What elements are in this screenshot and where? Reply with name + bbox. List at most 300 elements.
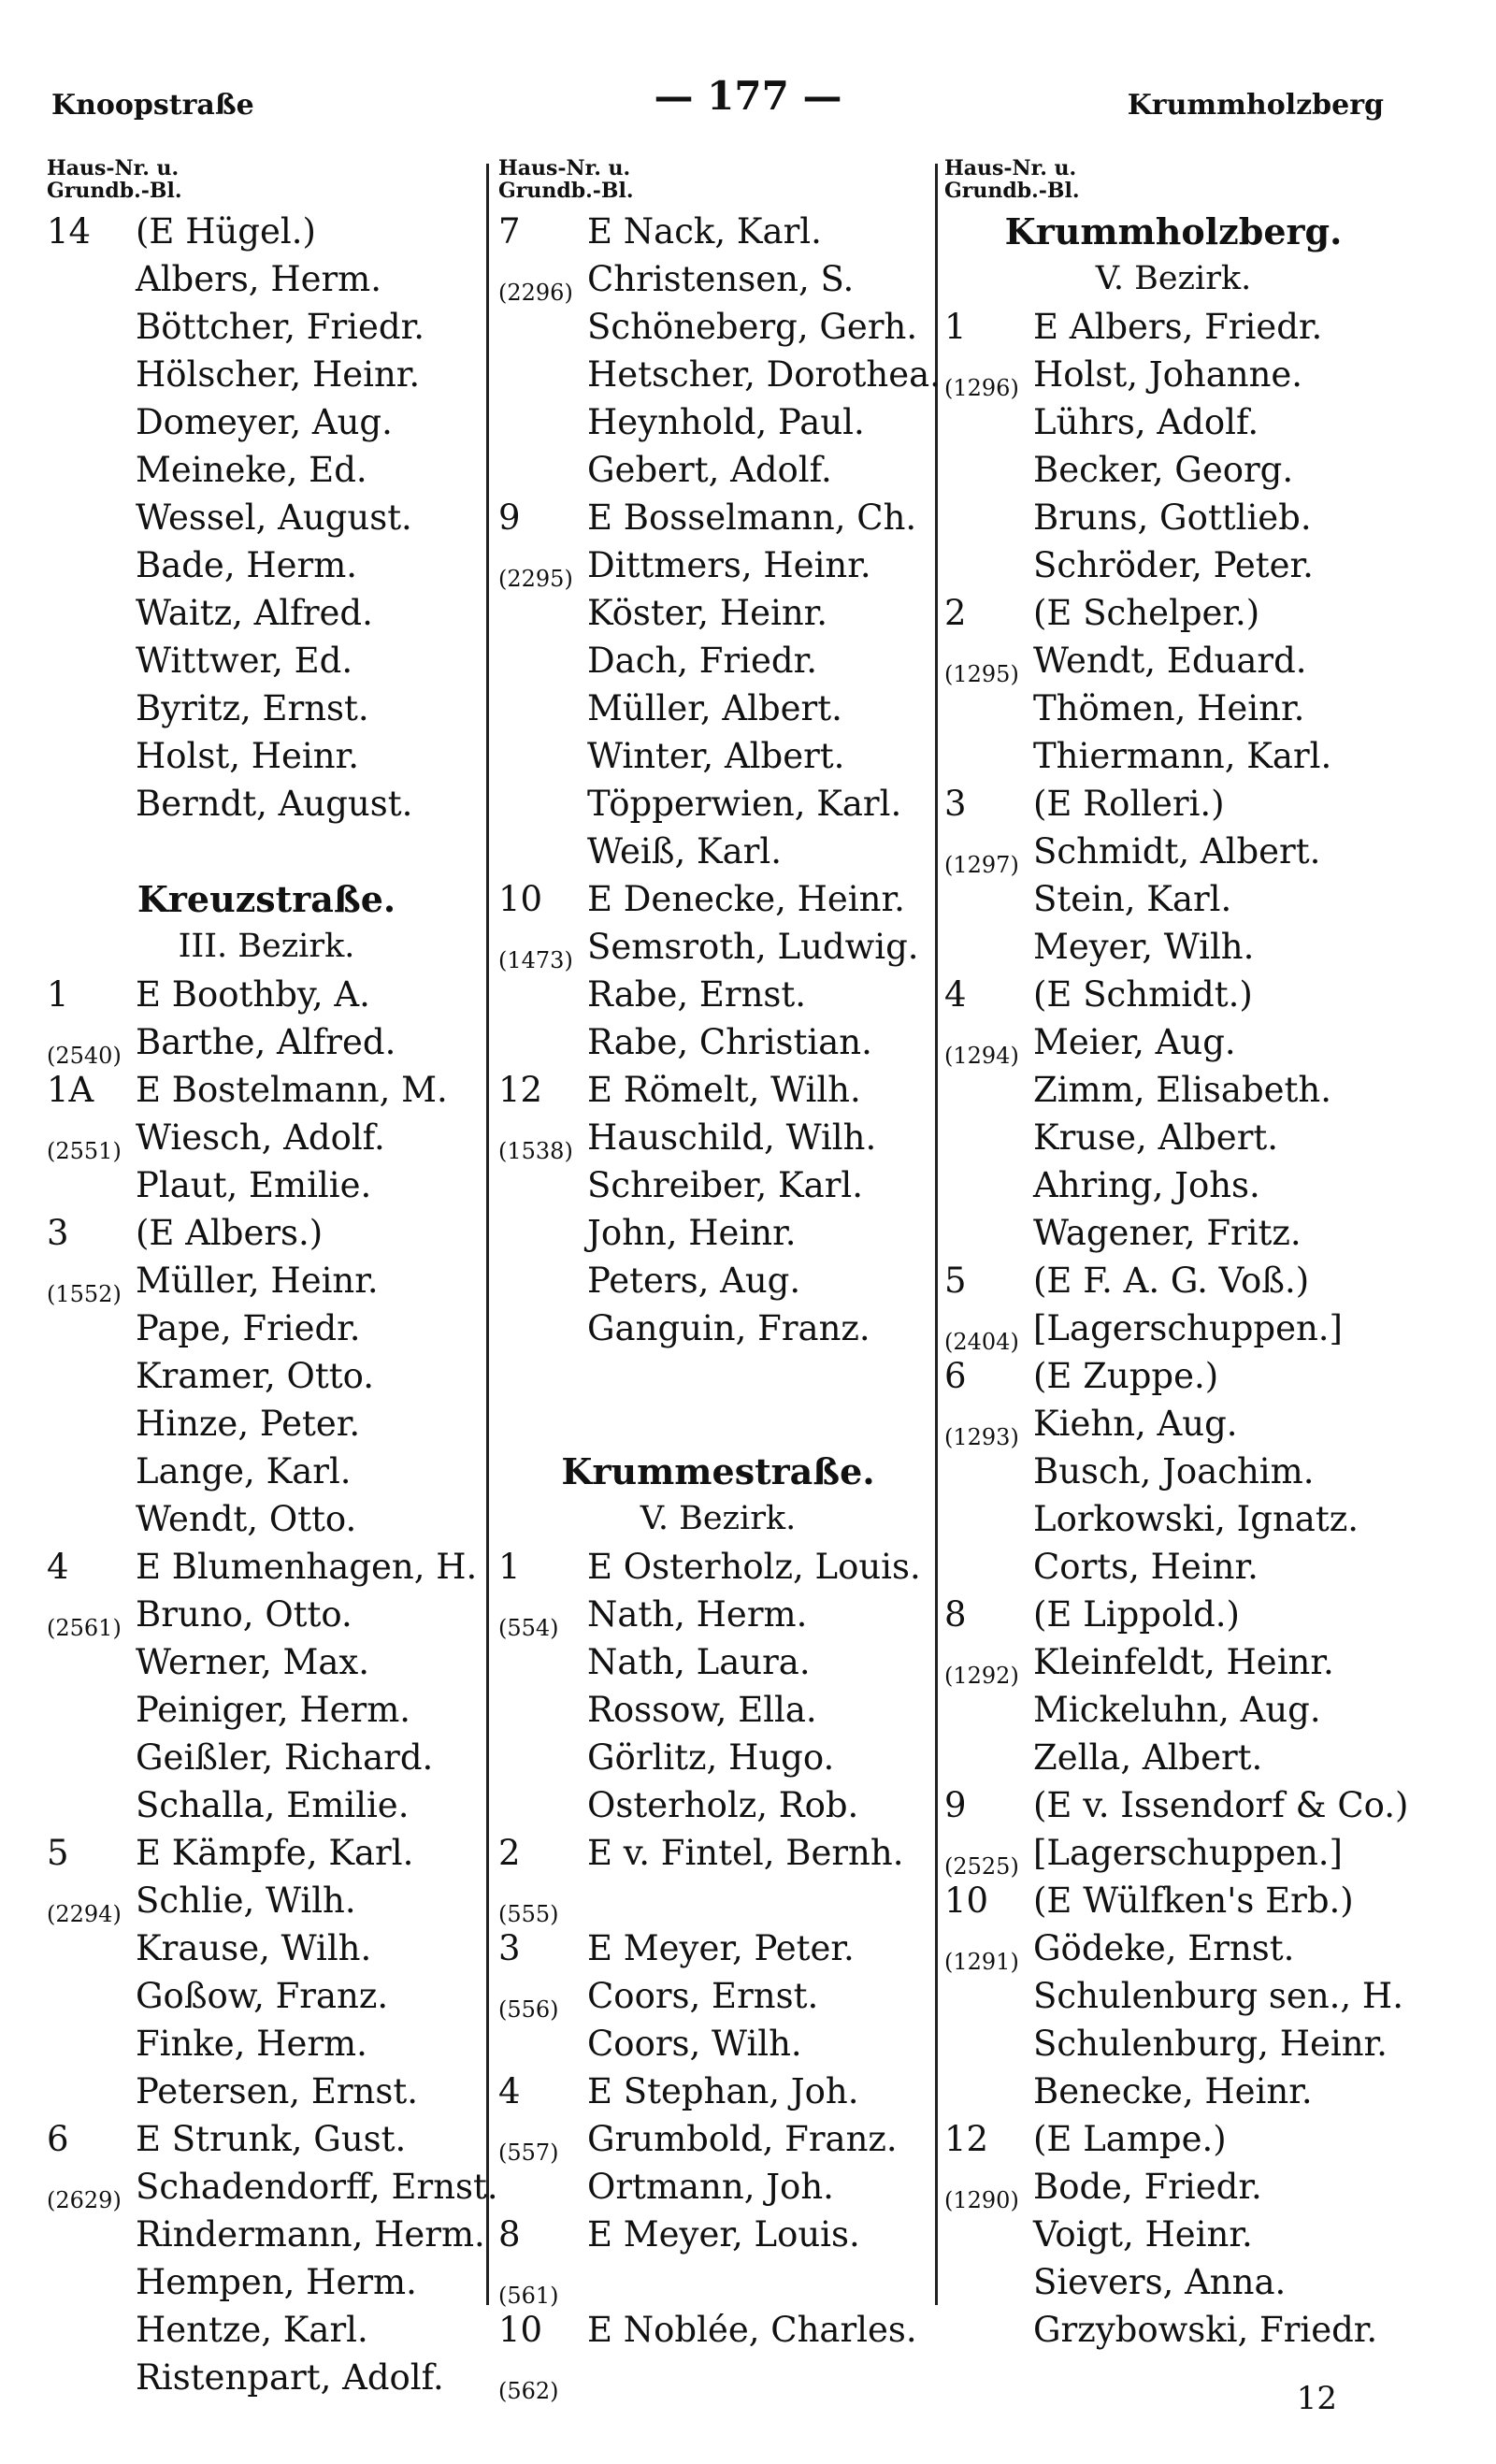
district-label: V. Bezirk. (1095, 260, 1252, 297)
land-register-number: (1473) (498, 947, 573, 973)
resident-name: Schreiber, Karl. (587, 1165, 864, 1205)
list-item (498, 1877, 938, 1927)
resident-name: Lorkowski, Ignatz. (1033, 1499, 1359, 1539)
resident-name: Weiß, Karl. (587, 831, 782, 872)
resident-name: Busch, Joachim. (1033, 1451, 1315, 1491)
resident-name: Corts, Heinr. (1033, 1547, 1259, 1587)
resident-name: E Denecke, Heinr. (587, 879, 905, 919)
list-item (944, 1161, 1402, 1209)
land-register-number: (2525) (944, 1853, 1019, 1880)
resident-name: Pape, Friedr. (136, 1308, 361, 1348)
list-item (47, 303, 486, 351)
resident-name: Werner, Max. (136, 1642, 370, 1682)
list-item (944, 875, 1402, 923)
district-label: III. Bezirk. (178, 928, 355, 965)
house-number: 1A (47, 1070, 94, 1110)
list-item (47, 2211, 486, 2258)
land-register-number: (1293) (944, 1424, 1019, 1450)
resident-name: Plaut, Emilie. (136, 1165, 372, 1205)
resident-name: Hempen, Herm. (136, 2262, 417, 2302)
resident-name: E Kämpfe, Karl. (136, 1833, 414, 1873)
list-item (944, 828, 1402, 878)
running-head-left: Knoopstraße (51, 89, 254, 122)
list-item (498, 1066, 938, 1114)
list-item (498, 1734, 938, 1781)
resident-name: Sievers, Anna. (1033, 2262, 1287, 2302)
land-register-number: (1296) (944, 375, 1019, 401)
list-item (47, 446, 486, 494)
house-number: 3 (498, 1928, 521, 1968)
resident-name: (E F. A. G. Voß.) (1033, 1261, 1310, 1301)
list-item (498, 1686, 938, 1734)
list-item (47, 2258, 486, 2306)
resident-name: Böttcher, Friedr. (136, 307, 424, 347)
list-item (944, 1495, 1402, 1543)
list-item (47, 2354, 486, 2401)
resident-name: Schlie, Wilh. (136, 1880, 356, 1921)
list-item (47, 398, 486, 446)
list-item (944, 971, 1402, 1018)
resident-name: (E Rolleri.) (1033, 784, 1225, 824)
list-item (944, 1924, 1402, 1975)
running-head-right: Krummholzberg (1127, 89, 1384, 122)
list-item (498, 1972, 938, 2023)
house-number: 10 (498, 879, 543, 919)
resident-name: (E v. Issendorf & Co.) (1033, 1785, 1409, 1825)
resident-name: Hauschild, Wilh. (587, 1117, 877, 1158)
column-1 (47, 156, 498, 2401)
land-register-number: (557) (498, 2140, 559, 2166)
list-item (944, 1543, 1402, 1591)
resident-name: Finke, Herm. (136, 2024, 367, 2064)
resident-name: Wendt, Eduard. (1033, 641, 1307, 681)
street-title: Kreuzstraße. (137, 878, 396, 920)
resident-name: Osterholz, Rob. (587, 1785, 859, 1825)
resident-name: (E Wülfken's Erb.) (1033, 1880, 1354, 1921)
resident-name: Christensen, S. (587, 259, 855, 299)
list-item (47, 1781, 486, 1829)
list-item (47, 684, 486, 732)
resident-name: Geißler, Richard. (136, 1737, 434, 1778)
list-item (47, 1877, 486, 1927)
house-number: 1 (498, 1547, 521, 1587)
house-number: 1 (47, 974, 69, 1015)
resident-name: E Meyer, Louis. (587, 2214, 860, 2255)
resident-name: Benecke, Heinr. (1033, 2071, 1313, 2111)
list-item (498, 971, 938, 1018)
resident-name: Bade, Herm. (136, 545, 358, 585)
resident-name: Lange, Karl. (136, 1451, 352, 1491)
resident-name: Peters, Aug. (587, 1261, 801, 1301)
house-number: 8 (498, 2214, 521, 2255)
list-item (944, 2020, 1402, 2068)
resident-name: Görlitz, Hugo. (587, 1737, 835, 1778)
list-item (47, 1400, 486, 1448)
list-item (944, 1209, 1402, 1257)
spacer (498, 1400, 938, 1448)
list-item (47, 1686, 486, 1734)
list-item (47, 2020, 486, 2068)
resident-name: Zella, Albert. (1033, 1737, 1263, 1778)
resident-name: Bruno, Otto. (136, 1594, 352, 1635)
resident-name: Rossow, Ella. (587, 1690, 817, 1730)
house-number: 6 (47, 2119, 69, 2159)
land-register-number: (1290) (944, 2187, 1019, 2213)
list-item (47, 541, 486, 589)
land-register-number: (2294) (47, 1901, 122, 1927)
list-item (47, 1448, 486, 1495)
resident-name: E Meyer, Peter. (587, 1928, 855, 1968)
resident-name: Albers, Herm. (136, 259, 382, 299)
resident-name: Wagener, Fritz. (1033, 1213, 1302, 1253)
list-item (498, 1304, 938, 1352)
resident-name: Köster, Heinr. (587, 593, 828, 633)
list-item (944, 1352, 1402, 1400)
resident-name: Schulenburg, Heinr. (1033, 2024, 1388, 2064)
list-item (944, 1400, 1402, 1448)
list-item (944, 732, 1402, 780)
land-register-number: (1552) (47, 1281, 122, 1307)
land-register-number: (2561) (47, 1615, 122, 1641)
resident-name: (E Lippold.) (1033, 1594, 1240, 1635)
resident-name: Grzybowski, Friedr. (1033, 2310, 1378, 2350)
list-item (498, 1924, 938, 1972)
column-heading: Haus-Nr. u. Grundb.-Bl. (47, 156, 182, 203)
house-number: 8 (944, 1594, 967, 1635)
column-heading: Haus-Nr. u. Grundb.-Bl. (944, 156, 1080, 203)
resident-name: (E Lampe.) (1033, 2119, 1227, 2159)
resident-name: Petersen, Ernst. (136, 2071, 418, 2111)
list-item (47, 255, 486, 303)
resident-name: Wessel, August. (136, 497, 412, 538)
list-item (498, 875, 938, 923)
list-item (944, 1972, 1402, 2020)
list-item (47, 494, 486, 541)
list-item (498, 589, 938, 637)
resident-name: Müller, Heinr. (136, 1261, 379, 1301)
resident-name: Stein, Karl. (1033, 879, 1232, 919)
land-register-number: (1294) (944, 1043, 1019, 1069)
resident-name: Schadendorff, Ernst. (136, 2167, 498, 2207)
resident-name: Kleinfeldt, Heinr. (1033, 1642, 1334, 1682)
resident-name: Meyer, Wilh. (1033, 927, 1255, 967)
resident-name: Mickeluhn, Aug. (1033, 1690, 1321, 1730)
list-item (498, 828, 938, 875)
list-item (47, 1591, 486, 1641)
resident-name: Bruns, Gottlieb. (1033, 497, 1312, 538)
list-item (498, 351, 941, 398)
list-item (47, 1018, 486, 1069)
resident-name: Winter, Albert. (587, 736, 845, 776)
resident-name: Wendt, Otto. (136, 1499, 357, 1539)
resident-name: Coors, Wilh. (587, 2024, 802, 2064)
list-item (944, 1877, 1402, 1924)
land-register-number: (1292) (944, 1663, 1019, 1689)
land-register-number: (561) (498, 2283, 559, 2309)
resident-name: [Lagerschuppen.] (1033, 1833, 1343, 1873)
list-item (944, 684, 1402, 732)
land-register-number: (2296) (498, 280, 573, 306)
resident-name: E Noblée, Charles. (587, 2310, 917, 2350)
list-item (498, 494, 938, 541)
list-item (47, 1304, 486, 1352)
list-item (944, 541, 1402, 589)
column-heading: Haus-Nr. u. Grundb.-Bl. (498, 156, 634, 203)
resident-name: E Blumenhagen, H. (136, 1547, 478, 1587)
house-number: 4 (944, 974, 967, 1015)
list-item (47, 1257, 486, 1307)
resident-name: E Bostelmann, M. (136, 1070, 448, 1110)
list-item (944, 1114, 1402, 1161)
list-item (498, 1114, 938, 1164)
list-item (498, 2115, 938, 2166)
resident-name: Thömen, Heinr. (1033, 688, 1305, 728)
list-item (47, 1161, 486, 1209)
resident-name: Schulenburg sen., H. (1033, 1976, 1403, 2016)
resident-name: Lührs, Adolf. (1033, 402, 1259, 442)
house-number: 10 (944, 1880, 989, 1921)
list-item (498, 1209, 938, 1257)
house-number: 2 (498, 1833, 521, 1873)
resident-name: (E Albers.) (136, 1213, 324, 1253)
resident-name: Rindermann, Herm. (136, 2214, 485, 2255)
list-item (944, 1066, 1402, 1114)
resident-name: E Bosselmann, Ch. (587, 497, 917, 538)
list-item (498, 923, 938, 971)
land-register-number: (562) (498, 2378, 559, 2404)
resident-name: E Stephan, Joh. (587, 2071, 859, 2111)
resident-name: Hinze, Peter. (136, 1404, 361, 1444)
resident-name: Ristenpart, Adolf. (136, 2357, 444, 2398)
house-number: 3 (47, 1213, 69, 1253)
house-number: 4 (47, 1547, 69, 1587)
list-item (47, 1209, 486, 1257)
resident-name: Schöneberg, Gerh. (587, 307, 918, 347)
list-item (944, 1734, 1402, 1781)
resident-name: Wittwer, Ed. (136, 641, 353, 681)
list-item (47, 1543, 486, 1591)
resident-name: Dach, Friedr. (587, 641, 817, 681)
list-item (498, 2068, 938, 2115)
list-item (47, 2115, 486, 2163)
column-divider (486, 164, 489, 2305)
district-label: V. Bezirk. (640, 1500, 797, 1537)
land-register-number: (1538) (498, 1138, 573, 1164)
list-item (944, 1781, 1409, 1829)
resident-name: E v. Fintel, Bernh. (587, 1833, 904, 1873)
resident-name: Nath, Herm. (587, 1594, 808, 1635)
resident-name: Voigt, Heinr. (1033, 2214, 1253, 2255)
resident-name: Gödeke, Ernst. (1033, 1928, 1295, 1968)
list-item (498, 303, 938, 351)
list-item (47, 2163, 498, 2213)
list-item (944, 2068, 1402, 2115)
resident-name: Hölscher, Heinr. (136, 354, 421, 395)
resident-name: E Boothby, A. (136, 974, 370, 1015)
resident-name: Grumbold, Franz. (587, 2119, 898, 2159)
list-item (498, 398, 938, 446)
list-item (498, 1543, 938, 1591)
list-item (944, 1591, 1402, 1638)
column-2 (498, 156, 941, 2404)
list-item (498, 1161, 938, 1209)
resident-name: Becker, Georg. (1033, 450, 1294, 490)
spacer (498, 1352, 938, 1400)
land-register-number: (2551) (47, 1138, 122, 1164)
resident-name: Peiniger, Herm. (136, 1690, 411, 1730)
land-register-number: (555) (498, 1901, 559, 1927)
resident-name: Dittmers, Heinr. (587, 545, 871, 585)
list-item (944, 589, 1402, 637)
house-number: 14 (47, 211, 92, 252)
list-item (47, 1924, 486, 1972)
resident-name: E Osterholz, Louis. (587, 1547, 921, 1587)
resident-name: Nath, Laura. (587, 1642, 811, 1682)
resident-name: Schalla, Emilie. (136, 1785, 410, 1825)
resident-name: Byritz, Ernst. (136, 688, 369, 728)
resident-name: Berndt, August. (136, 784, 413, 824)
list-item (944, 303, 1402, 351)
list-item (944, 446, 1402, 494)
list-item (944, 351, 1402, 401)
list-item (498, 2258, 938, 2309)
list-item (47, 971, 486, 1018)
list-item (944, 923, 1402, 971)
land-register-number: (556) (498, 1996, 559, 2023)
resident-name: Meier, Aug. (1033, 1022, 1236, 1062)
resident-name: Barthe, Alfred. (136, 1022, 396, 1062)
resident-name: (E Schmidt.) (1033, 974, 1253, 1015)
list-item (498, 1781, 938, 1829)
list-item (498, 1018, 938, 1066)
resident-name: Wiesch, Adolf. (136, 1117, 385, 1158)
resident-name: Rabe, Christian. (587, 1022, 872, 1062)
house-number: 9 (498, 497, 521, 538)
resident-name: Schmidt, Albert. (1033, 831, 1321, 872)
list-item (498, 446, 938, 494)
resident-name: Krause, Wilh. (136, 1928, 372, 1968)
resident-name: E Nack, Karl. (587, 211, 822, 252)
list-item (47, 1638, 486, 1686)
resident-name: Holst, Johanne. (1033, 354, 1303, 395)
house-number: 7 (498, 211, 521, 252)
list-item (498, 684, 938, 732)
resident-name: Ortmann, Joh. (587, 2167, 834, 2207)
resident-name: Hentze, Karl. (136, 2310, 368, 2350)
list-item (944, 1304, 1402, 1355)
resident-name: Goßow, Franz. (136, 1976, 389, 2016)
land-register-number: (1291) (944, 1949, 1019, 1975)
list-item (944, 1448, 1402, 1495)
resident-name: Kiehn, Aug. (1033, 1404, 1238, 1444)
resident-name: Schröder, Peter. (1033, 545, 1314, 585)
list-item (944, 1829, 1402, 1880)
house-number: 12 (498, 1070, 543, 1110)
house-number: 3 (944, 784, 967, 824)
list-item (498, 1591, 938, 1641)
list-item (498, 208, 938, 255)
list-item (47, 1352, 486, 1400)
list-item (944, 637, 1402, 687)
list-item (498, 541, 938, 592)
list-item (47, 2068, 486, 2115)
list-item (498, 2306, 938, 2354)
page-number: — 177 — (654, 73, 842, 119)
land-register-number: (1295) (944, 661, 1019, 687)
list-item (47, 208, 486, 255)
list-item (47, 780, 486, 828)
house-number: 5 (47, 1833, 69, 1873)
land-register-number: (554) (498, 1615, 559, 1641)
list-item (47, 1495, 486, 1543)
list-item (944, 1638, 1402, 1689)
list-item (944, 2258, 1402, 2306)
resident-name: Ganguin, Franz. (587, 1308, 870, 1348)
resident-name: Rabe, Ernst. (587, 974, 807, 1015)
street-title: Krummestraße. (561, 1450, 875, 1492)
list-item (944, 1018, 1402, 1069)
resident-name: Thiermann, Karl. (1033, 736, 1332, 776)
land-register-number: (2295) (498, 566, 573, 592)
resident-name: Holst, Heinr. (136, 736, 359, 776)
land-register-number: (2540) (47, 1043, 122, 1069)
list-item (498, 2163, 938, 2211)
list-item (47, 1066, 486, 1114)
resident-name: Kramer, Otto. (136, 1356, 374, 1396)
resident-name: Zimm, Elisabeth. (1033, 1070, 1331, 1110)
resident-name: Domeyer, Aug. (136, 402, 393, 442)
resident-name: Ahring, Johs. (1033, 1165, 1260, 1205)
resident-name: Meineke, Ed. (136, 450, 367, 490)
resident-name: Coors, Ernst. (587, 1976, 819, 2016)
list-item (944, 2306, 1402, 2354)
list-item (498, 732, 938, 780)
house-number: 1 (944, 307, 967, 347)
list-item (498, 255, 938, 306)
resident-name: Gebert, Adolf. (587, 450, 832, 490)
list-item (47, 351, 486, 398)
house-number: 5 (944, 1261, 967, 1301)
list-item (944, 2211, 1402, 2258)
list-item (944, 1686, 1402, 1734)
house-number: 10 (498, 2310, 543, 2350)
resident-name: E Strunk, Gust. (136, 2119, 407, 2159)
land-register-number: (2629) (47, 2187, 122, 2213)
list-item (498, 2354, 938, 2404)
list-item (47, 1972, 486, 2020)
list-item (498, 1829, 938, 1877)
list-item (498, 1638, 938, 1686)
resident-name: E Römelt, Wilh. (587, 1070, 861, 1110)
list-item (498, 1257, 938, 1304)
resident-name: Kruse, Albert. (1033, 1117, 1279, 1158)
list-item (944, 494, 1402, 541)
resident-name: Waitz, Alfred. (136, 593, 373, 633)
resident-name: Heynhold, Paul. (587, 402, 865, 442)
house-number: 6 (944, 1356, 967, 1396)
street-title: Krummholzberg. (1004, 210, 1343, 252)
resident-name: Semsroth, Ludwig. (587, 927, 919, 967)
spacer (47, 828, 486, 875)
list-item (944, 2115, 1402, 2163)
list-item (944, 398, 1402, 446)
resident-name: Hetscher, Dorothea. (587, 354, 941, 395)
signature-mark: 12 (1296, 2380, 1337, 2417)
list-item (498, 780, 938, 828)
list-item (498, 637, 938, 684)
list-item (47, 1114, 486, 1164)
resident-name: E Albers, Friedr. (1033, 307, 1323, 347)
